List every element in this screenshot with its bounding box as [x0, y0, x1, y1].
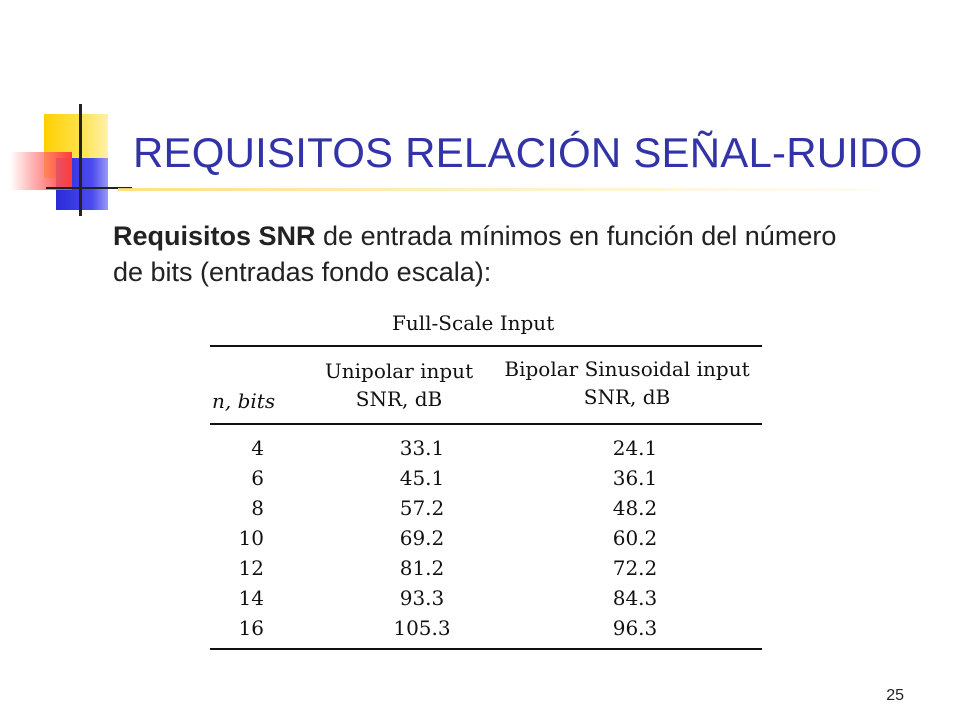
- cell-bits: 10: [238, 526, 264, 550]
- cell-unipolar-snr: 57.2: [399, 496, 445, 520]
- slide-logo-decoration: [0, 0, 140, 230]
- cell-unipolar-snr: 81.2: [399, 556, 445, 580]
- col-n-header: n, bits: [212, 389, 276, 413]
- table-row: [210, 526, 762, 556]
- cell-bipolar-snr: 48.2: [612, 496, 658, 520]
- table-row: [210, 616, 762, 646]
- cell-bipolar-snr: 36.1: [612, 466, 658, 490]
- col-unipolar-header-line2: SNR, dB: [355, 387, 443, 411]
- cell-unipolar-snr: 45.1: [399, 466, 445, 490]
- cell-unipolar-snr: 93.3: [399, 586, 445, 610]
- table-top-rule: [210, 345, 762, 347]
- table-row: [210, 556, 762, 586]
- title-underline: [118, 188, 878, 191]
- table-row: [210, 586, 762, 616]
- cell-bipolar-snr: 60.2: [612, 526, 658, 550]
- col-bipolar-header-line1: Bipolar Sinusoidal input: [504, 357, 750, 381]
- cell-unipolar-snr: 105.3: [393, 616, 451, 640]
- cell-bits: 16: [238, 616, 264, 640]
- table-caption: Full-Scale Input: [392, 311, 555, 335]
- cell-bits: 8: [251, 496, 264, 520]
- vertical-line-shape: [79, 104, 82, 216]
- col-unipolar-header-line1: Unipolar input: [324, 359, 474, 383]
- cell-bipolar-snr: 72.2: [612, 556, 658, 580]
- cell-bits: 14: [238, 586, 264, 610]
- cell-bipolar-snr: 24.1: [612, 436, 658, 460]
- cell-unipolar-snr: 33.1: [399, 436, 445, 460]
- cell-unipolar-snr: 69.2: [399, 526, 445, 550]
- cell-bipolar-snr: 84.3: [612, 586, 658, 610]
- col-bipolar-header-line2: SNR, dB: [583, 385, 671, 409]
- page-number: 25: [886, 687, 904, 704]
- table-header-rule: [210, 423, 762, 425]
- subtitle-bold-text: Requisitos SNR: [113, 221, 316, 251]
- cell-bipolar-snr: 96.3: [612, 616, 658, 640]
- table-row: [210, 466, 762, 496]
- cell-bits: 6: [251, 466, 264, 490]
- slide-title: REQUISITOS RELACIÓN SEÑAL-RUIDO: [133, 129, 923, 176]
- table-row: [210, 436, 762, 466]
- table-bottom-rule: [210, 648, 762, 650]
- cell-bits: 12: [238, 556, 264, 580]
- table-row: [210, 496, 762, 526]
- subtitle-text: de entrada mínimos en función del número de bits (entradas fondo escala):: [113, 221, 837, 287]
- slide-subtitle: [113, 218, 873, 290]
- cell-bits: 4: [251, 436, 264, 460]
- red-gradient-shape: [10, 152, 72, 190]
